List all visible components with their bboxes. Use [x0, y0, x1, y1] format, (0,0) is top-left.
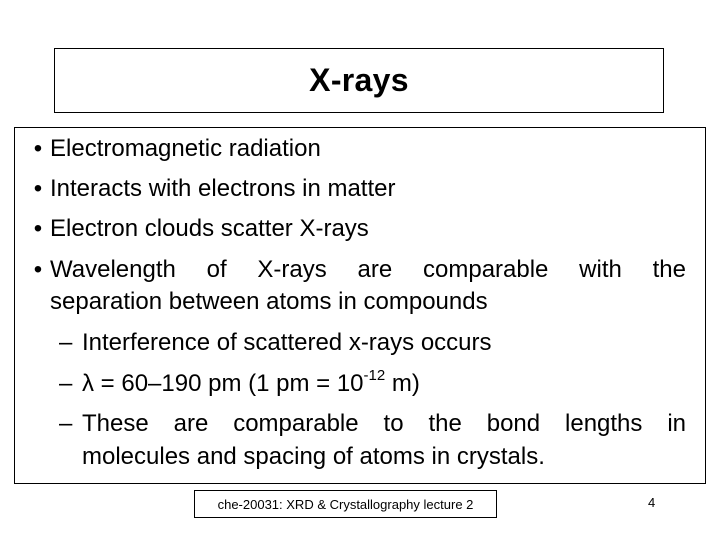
bullet-text: Electromagnetic radiation: [50, 135, 321, 162]
wavelength-exponent: -12: [363, 367, 386, 384]
wavelength-unit: m): [385, 370, 420, 397]
subbullet-marker: –: [59, 329, 73, 356]
bullet-marker: •: [33, 215, 43, 242]
subbullet-marker: –: [59, 410, 73, 437]
bullet-text: Wavelength of X-rays are comparable with the: [50, 256, 686, 283]
bullet-text-continued: separation between atoms in compounds: [50, 288, 488, 315]
subbullet-marker: –: [59, 370, 73, 397]
bullet-marker: •: [33, 135, 43, 162]
slide-title: X-rays: [309, 62, 409, 98]
subbullet-text: Interference of scattered x-rays occurs: [82, 329, 492, 356]
subbullet-text-continued: molecules and spacing of atoms in crystals.: [82, 443, 545, 470]
subbullet-wavelength: [82, 367, 420, 398]
bullet-text: Electron clouds scatter X-rays: [50, 215, 369, 242]
title-box: [54, 48, 664, 113]
bullet-text: Interacts with electrons in matter: [50, 175, 396, 202]
bullet-marker: •: [33, 175, 43, 202]
page-number: 4: [648, 495, 656, 510]
bullet-marker: •: [33, 256, 43, 283]
footer-text: che-20031: XRD & Crystallography lecture 2: [217, 496, 474, 512]
footer-caption: [194, 490, 497, 518]
wavelength-text: λ = 60–190 pm (1 pm = 10: [82, 370, 364, 397]
content-box: [14, 127, 706, 484]
subbullet-text: These are comparable to the bond lengths in: [82, 410, 686, 437]
